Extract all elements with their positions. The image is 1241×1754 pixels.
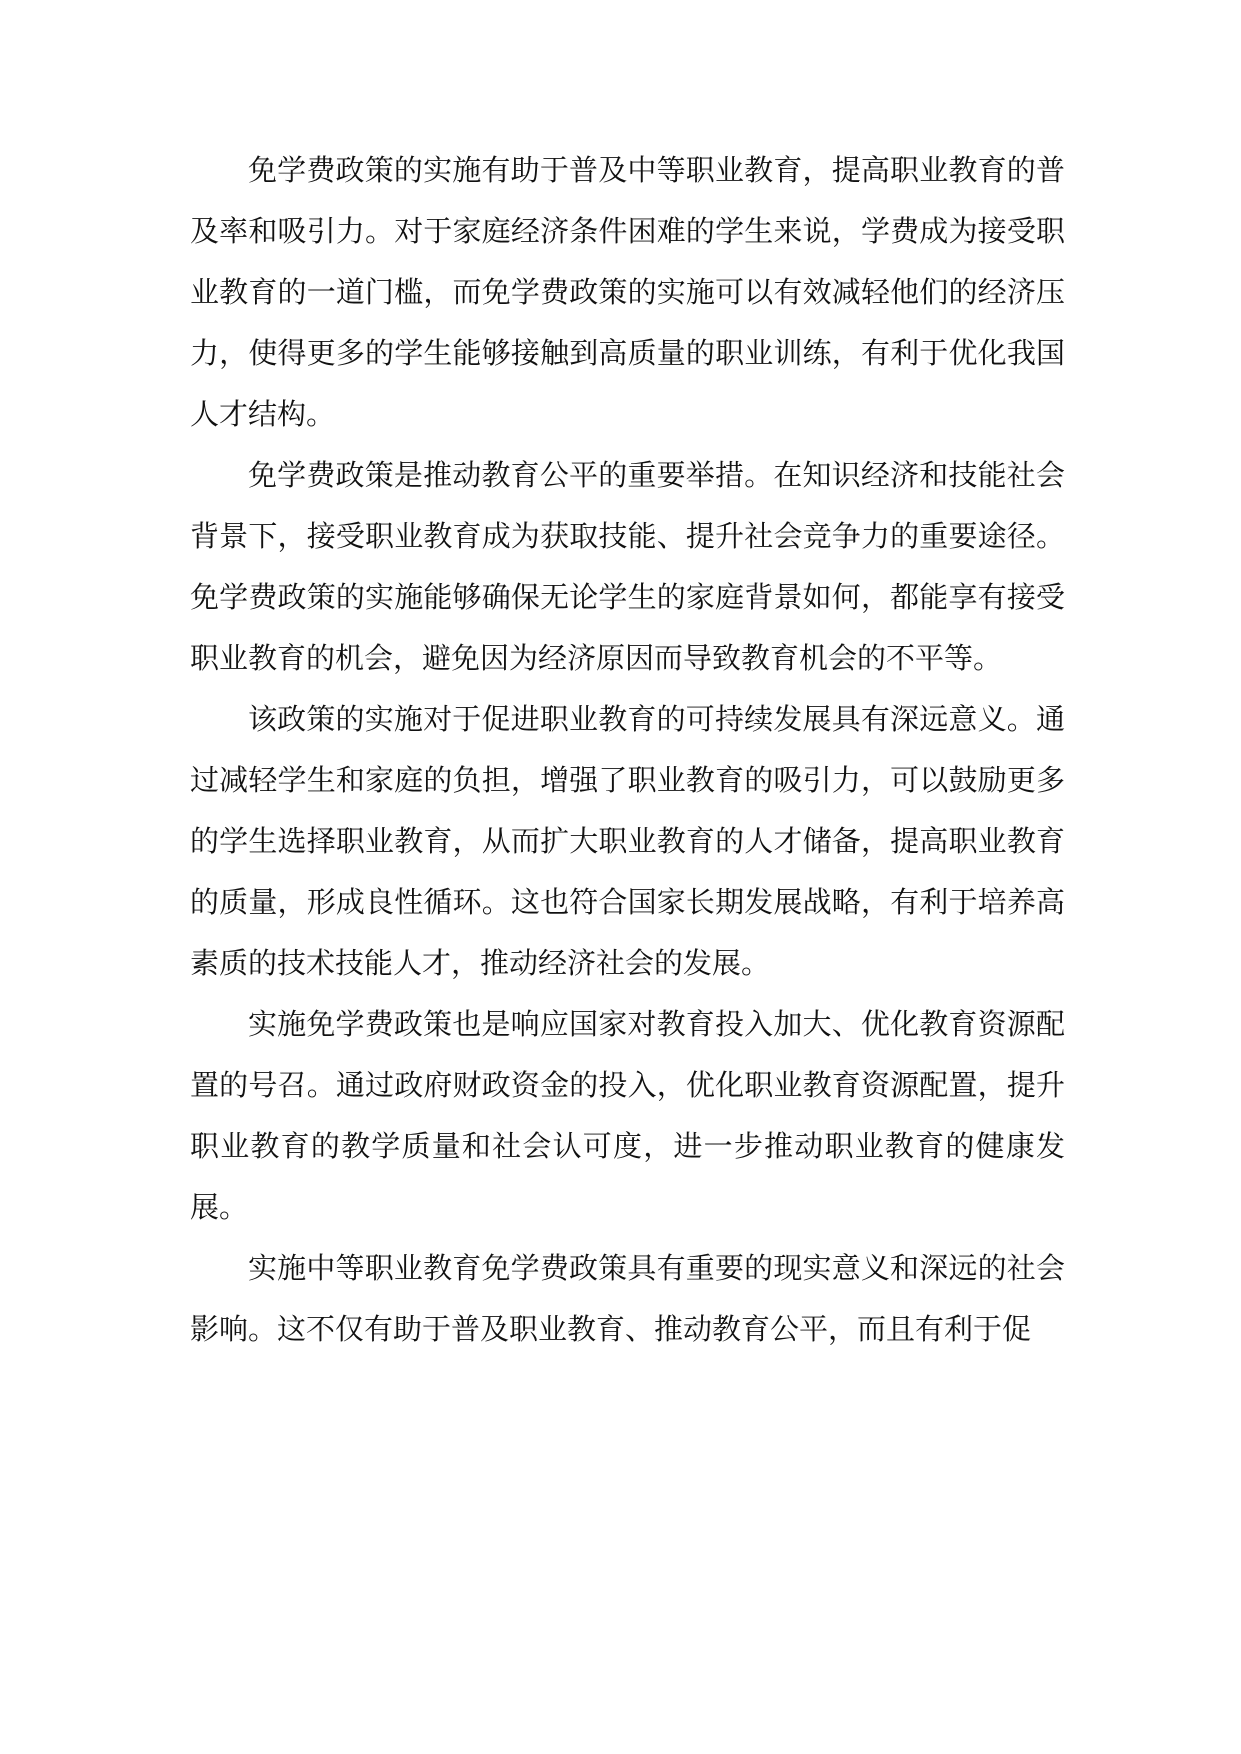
paragraph-1: 免学费政策的实施有助于普及中等职业教育，提高职业教育的普及率和吸引力。对于家庭经济条件困难的学生来说，学费成为接受职业教育的一道门槛，而免学费政策的实施可以有效减轻他们的经济压力，使得更多的学生能够接触到高质量的职业训练，有利于优化我国人才结构。	[190, 153, 1065, 431]
paragraph-5: 实施中等职业教育免学费政策具有重要的现实意义和深远的社会影响。这不仅有助于普及职业教育、推动教育公平，而且有利于促	[190, 1251, 1065, 1346]
paragraph-3: 该政策的实施对于促进职业教育的可持续发展具有深远意义。通过减轻学生和家庭的负担，增强了职业教育的吸引力，可以鼓励更多的学生选择职业教育，从而扩大职业教育的人才储备，提高职业教育的质量，形成良性循环。这也符合国家长期发展战略，有利于培养高素质的技术技能人才，推动经济社会的发展。	[190, 702, 1065, 980]
document-body	[190, 140, 1065, 1360]
paragraph-4: 实施免学费政策也是响应国家对教育投入加大、优化教育资源配置的号召。通过政府财政资金的投入，优化职业教育资源配置，提升职业教育的教学质量和社会认可度，进一步推动职业教育的健康发展。	[190, 1007, 1065, 1224]
paragraph-2: 免学费政策是推动教育公平的重要举措。在知识经济和技能社会背景下，接受职业教育成为获取技能、提升社会竞争力的重要途径。免学费政策的实施能够确保无论学生的家庭背景如何，都能享有接受职业教育的机会，避免因为经济原因而导致教育机会的不平等。	[190, 458, 1065, 675]
